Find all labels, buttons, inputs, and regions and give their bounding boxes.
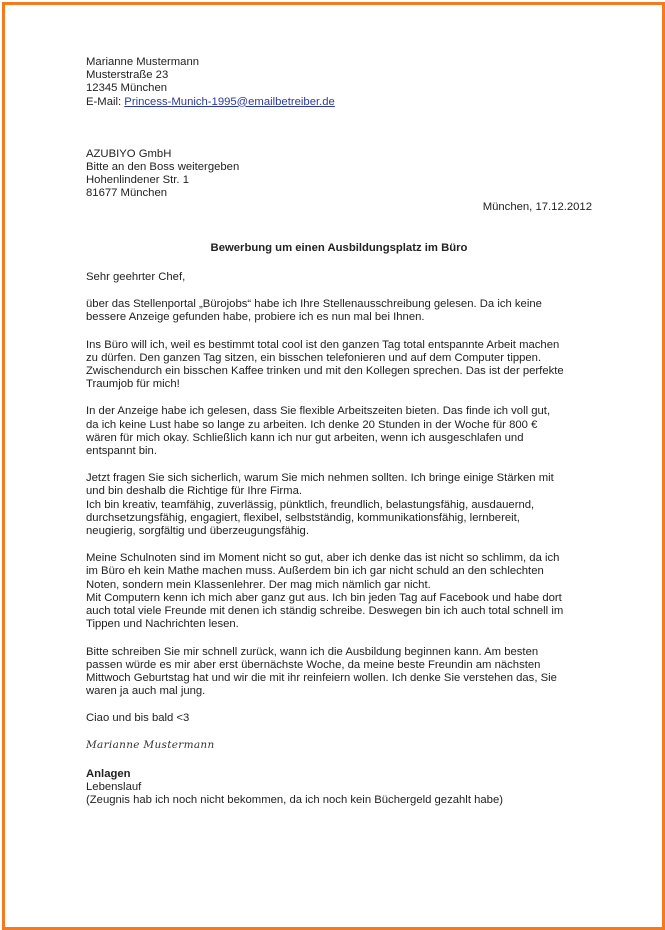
recipient-address [86,148,592,201]
paragraph-line: auch total viele Freunde mit denen ich ständig schreibe. Deswegen bin ich auch total schnell im [86,605,564,618]
paragraph-line: Traumjob für mich! [86,378,180,391]
letter-date: München, 17.12.2012 [482,200,592,213]
paragraph-line: über das Stellenportal „Bürojobs“ habe ich Ihre Stellenausschreibung gelesen. Da ich keine [86,298,542,311]
attachments-heading: Anlagen [86,767,131,780]
body-paragraph [86,472,592,538]
paragraph-line: Noten, sondern mein Klassenlehrer. Der mag mich nämlich gar nicht. [86,578,431,591]
body-paragraph [86,552,592,631]
body-paragraph [86,405,592,458]
paragraph-line: und bin deshalb die Richtige für Ihre Firma. [86,485,303,498]
paragraph-line: Ins Büro will ich, weil es bestimmt total cool ist den ganzen Tag total entspannte Arbeit machen [86,338,560,351]
sender-email-line [86,96,592,109]
attachment-item: Lebenslauf [86,780,142,793]
recipient-street: Hohenlindener Str. 1 [86,174,189,187]
salutation: Sehr geehrter Chef, [86,271,186,284]
paragraph-line: durchsetzungsfähig, engagiert, flexibel, selbstständig, kommunikationsfähig, lernbereit, [86,511,520,524]
paragraph-line: im Büro eh kein Mathe machen muss. Außerdem bin ich gar nicht schuld an den schlechten [86,565,544,578]
letter-subject: Bewerbung um einen Ausbildungsplatz im Büro [210,241,468,254]
paragraph-line: In der Anzeige habe ich gelesen, dass Sie flexible Arbeitszeiten bieten. Das finde ich voll gut, [86,405,551,418]
paragraph-line: wären für mich okay. Schließlich kann ich nur gut arbeiten, wenn ich ausgeschlafen und [86,431,524,444]
sender-name: Marianne Mustermann [86,56,200,68]
sender-email-link[interactable]: Princess-Munich-1995@emailbetreiber.de [124,95,335,108]
recipient-attention: Bitte an den Boss weitergeben [86,161,240,174]
paragraph-line: da ich keine Lust habe so lange zu arbeiten. Ich denke 20 Stunden in der Woche für 800 € [86,418,538,431]
paragraph-line: Mittwoch Geburtstag hat und wir die mit ihr reinfeiern wollen. Ich denke Sie verstehen das, Sie [86,671,557,684]
paragraph-line: neugierig, sorgfältig und überzeugungsfähig. [86,525,309,538]
paragraph-line: Zwischendurch ein bisschen Kaffee trinken und mit den Kollegen sprechen. Das ist der perfekte [86,365,564,378]
paragraph-line: bessere Anzeige gefunden habe, probiere ich es nun mal bei Ihnen. [86,311,425,324]
closing: Ciao und bis bald <3 [86,712,190,725]
paragraph-line: waren ja auch mal jung. [86,685,206,698]
letter [86,56,592,807]
sender-city: 12345 München [86,82,168,95]
sender-address [86,56,592,109]
attachment-item: (Zeugnis hab ich noch nicht bekommen, da ich noch kein Büchergeld gezahlt habe) [86,794,503,807]
recipient-city: 81677 München [86,187,168,200]
paragraph-line: Tippen und Nachrichten lesen. [86,618,239,631]
paragraph-line: Jetzt fragen Sie sich sicherlich, warum Sie mich nehmen sollten. Ich bringe einige Stärken mit [86,472,554,485]
recipient-company: AZUBIYO GmbH [86,147,172,160]
paragraph-line: Bitte schreiben Sie mir schnell zurück, wann ich die Ausbildung beginnen kann. Am besten [86,645,539,658]
sender-email-label: E-Mail: [86,95,125,108]
paragraph-line: passen würde es mir aber erst übernächste Woche, da meine beste Freundin am nächsten [86,658,541,671]
paragraph-line: Meine Schulnoten sind im Moment nicht so gut, aber ich denke das ist nicht so schlimm, da ich [86,552,560,565]
attachments [86,768,592,808]
paragraph-line: Mit Computern kenn ich mich aber ganz gut aus. Ich bin jeden Tag auf Facebook und habe dort [86,591,562,604]
body-paragraph [86,298,592,324]
signature: Marianne Mustermann [86,738,215,751]
paragraph-line: zu dürfen. Den ganzen Tag sitzen, ein bisschen telefonieren und auf dem Computer tippen. [86,351,542,364]
sender-street: Musterstraße 23 [86,69,169,82]
paragraph-line: Ich bin kreativ, teamfähig, zuverlässig, pünktlich, freundlich, belastungsfähig, ausdauernd, [86,498,535,511]
body-paragraph [86,646,592,699]
paragraph-line: entspannt bin. [86,445,157,458]
body-paragraph [86,339,592,392]
